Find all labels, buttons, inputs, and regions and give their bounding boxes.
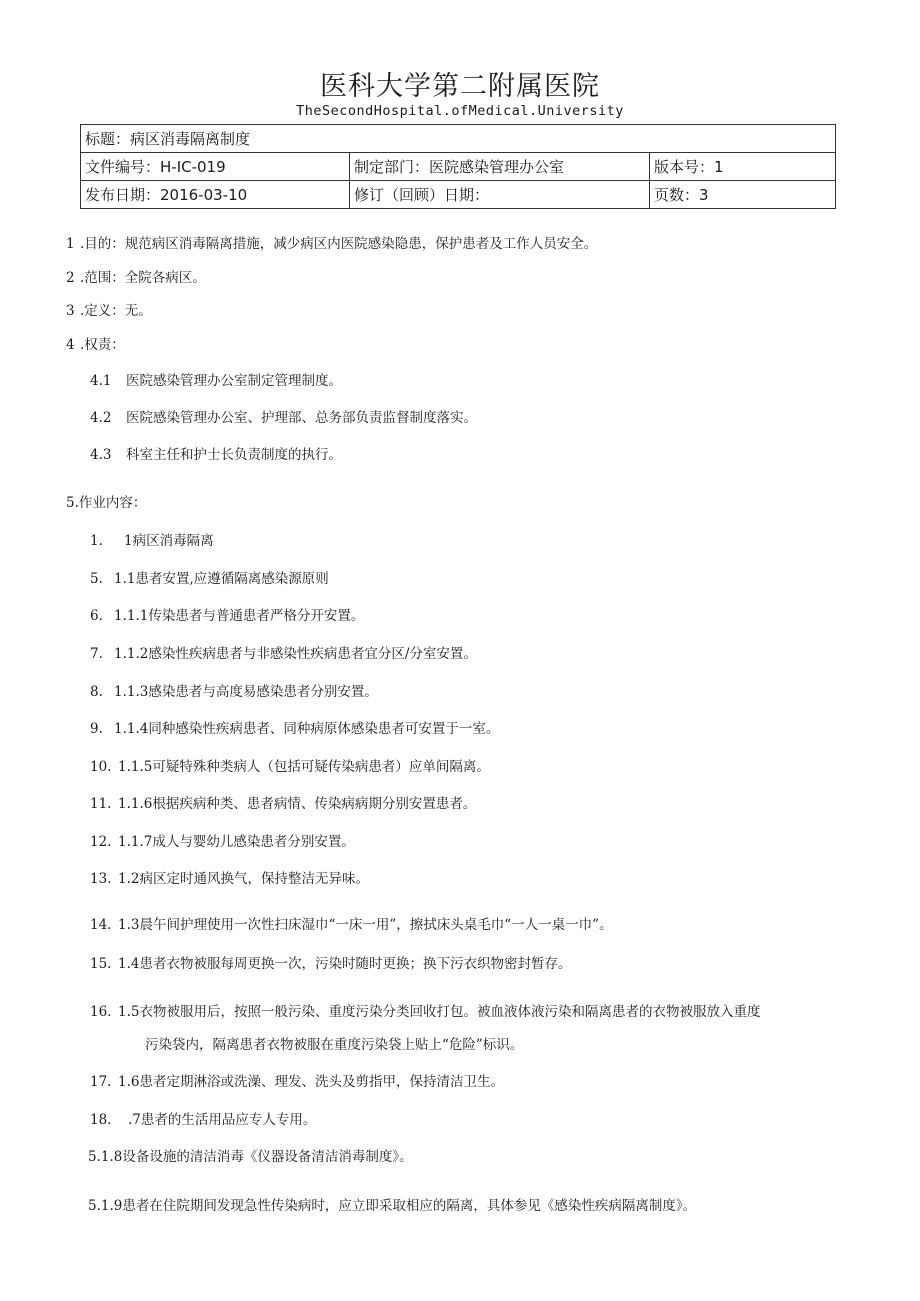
duty-text: 医院感染管理办公室、护理部、总务部负责监督制度落实。	[126, 410, 477, 426]
item-text: 1.2病区定时通风换气，保持整洁无异味。	[118, 871, 369, 887]
work-item	[90, 792, 476, 812]
item-text: 1.1.2感染性疾病患者与非感染性疾病患者宜分区/分室安置。	[114, 646, 477, 662]
section-purpose	[66, 232, 597, 252]
work-item	[90, 867, 369, 887]
work-item	[90, 952, 571, 972]
item-number: 1.	[90, 533, 103, 549]
item-text: 1.1.7成人与婴幼儿感染患者分别安置。	[118, 834, 355, 850]
item-text: 5.1.8设备设施的清洁消毒《仪器设备清洁消毒制度》。	[88, 1149, 413, 1165]
item-number: 17.	[90, 1074, 112, 1090]
page-count-cell: 页数：3	[650, 181, 836, 209]
revision-date-cell: 修订（回顾）日期：	[350, 181, 650, 209]
duty-number: 4.3	[90, 447, 112, 463]
item-number: 13.	[90, 871, 112, 887]
item-text: 1.1.1传染患者与普通患者严格分开安置。	[114, 608, 365, 624]
item-text: 污染袋内，隔离患者衣物被服在重度污染袋上贴上“危险”标识。	[145, 1037, 524, 1053]
item-number: 14.	[90, 917, 112, 933]
section-text: .目的：规范病区消毒隔离措施，减少病区内医院感染隐患，保护患者及工作人员安全。	[80, 236, 598, 252]
section-number: 4	[66, 337, 75, 353]
item-number: 16.	[90, 1004, 112, 1020]
work-item	[90, 529, 214, 549]
work-item	[90, 1070, 504, 1090]
work-item	[90, 913, 613, 933]
item-text: 1病区消毒隔离	[124, 533, 214, 549]
doc-number-cell: 文件编号：H-IC-019	[81, 153, 350, 181]
work-content-heading: 5.作业内容：	[66, 495, 147, 511]
hospital-name-cn: 医科大学第二附属医院	[320, 71, 600, 102]
item-text: 1.1患者安置,应遵循隔离感染源原则	[114, 571, 329, 587]
section-responsibility	[66, 333, 125, 353]
section-text: .定义：无。	[80, 303, 152, 319]
work-item	[88, 1145, 413, 1165]
item-text: 1.4患者衣物被服每周更换一次，污染时随时更换；换下污衣织物密封暂存。	[118, 956, 572, 972]
item-number: 7.	[90, 646, 103, 662]
item-text: .7患者的生活用品应专人专用。	[128, 1112, 317, 1128]
item-text: 1.5衣物被服用后，按照一般污染、重度污染分类回收打包。被血液体液污染和隔离患者的衣物被服放入重度	[118, 1004, 761, 1020]
item-number: 5.	[90, 571, 103, 587]
item-text: 5.1.9患者在住院期间发现急性传染病时，应立即采取相应的隔离，具体参见《感染性疾病隔离制度》。	[88, 1198, 697, 1214]
work-item-continuation	[145, 1033, 523, 1053]
item-text: 1.6患者定期淋浴或洗澡、理发、洗头及剪指甲，保持清洁卫生。	[118, 1074, 504, 1090]
item-number: 12.	[90, 834, 112, 850]
duty-number: 4.1	[90, 373, 112, 389]
section-number: 2	[66, 270, 75, 286]
item-number: 9.	[90, 721, 103, 737]
item-text: 1.3晨午间护理使用一次性扫床湿巾“一床一用”，擦拭床头桌毛巾“一人一桌一巾”。	[118, 917, 613, 933]
version-cell: 版本号：1	[650, 153, 836, 181]
hospital-name-en: TheSecondHospital.ofMedical.University	[296, 103, 624, 119]
work-item	[90, 755, 490, 775]
duty-text: 医院感染管理办公室制定管理制度。	[126, 373, 342, 389]
item-number: 15.	[90, 956, 112, 972]
document-meta-table	[80, 124, 836, 209]
work-item	[90, 642, 477, 662]
section-number: 1	[66, 236, 75, 252]
department-cell: 制定部门：医院感染管理办公室	[350, 153, 650, 181]
work-item	[90, 717, 499, 737]
work-item	[90, 604, 364, 624]
section-text: .范围：全院各病区。	[80, 270, 206, 286]
item-text: 1.1.6根据疾病种类、患者病情、传染病病期分别安置患者。	[118, 796, 477, 812]
work-item	[90, 830, 355, 850]
item-number: 18.	[90, 1112, 112, 1128]
item-text: 1.1.3感染患者与高度易感染患者分别安置。	[114, 684, 378, 700]
duty-text: 科室主任和护士长负责制度的执行。	[126, 447, 342, 463]
doc-title-cell: 标题：病区消毒隔离制度	[81, 125, 836, 153]
duty-number: 4.2	[90, 410, 112, 426]
item-number: 11.	[90, 796, 112, 812]
publish-date-cell: 发布日期：2016-03-10	[81, 181, 350, 209]
work-item	[90, 567, 329, 587]
section-number: 3	[66, 303, 75, 319]
work-item	[90, 680, 378, 700]
section-definition	[66, 299, 152, 319]
work-item	[90, 1108, 316, 1128]
duty-item	[90, 443, 342, 463]
item-number: 8.	[90, 684, 103, 700]
item-number: 6.	[90, 608, 103, 624]
item-text: 1.1.5可疑特殊种类病人（包括可疑传染病患者）应单间隔离。	[118, 759, 490, 775]
section-scope	[66, 266, 206, 286]
item-number: 10.	[90, 759, 112, 775]
section-text: .权责：	[80, 337, 125, 353]
work-item	[90, 1000, 760, 1020]
item-text: 1.1.4同种感染性疾病患者、同种病原体感染患者可安置于一室。	[114, 721, 500, 737]
duty-item	[90, 406, 477, 426]
work-item	[88, 1194, 696, 1214]
duty-item	[90, 369, 342, 389]
